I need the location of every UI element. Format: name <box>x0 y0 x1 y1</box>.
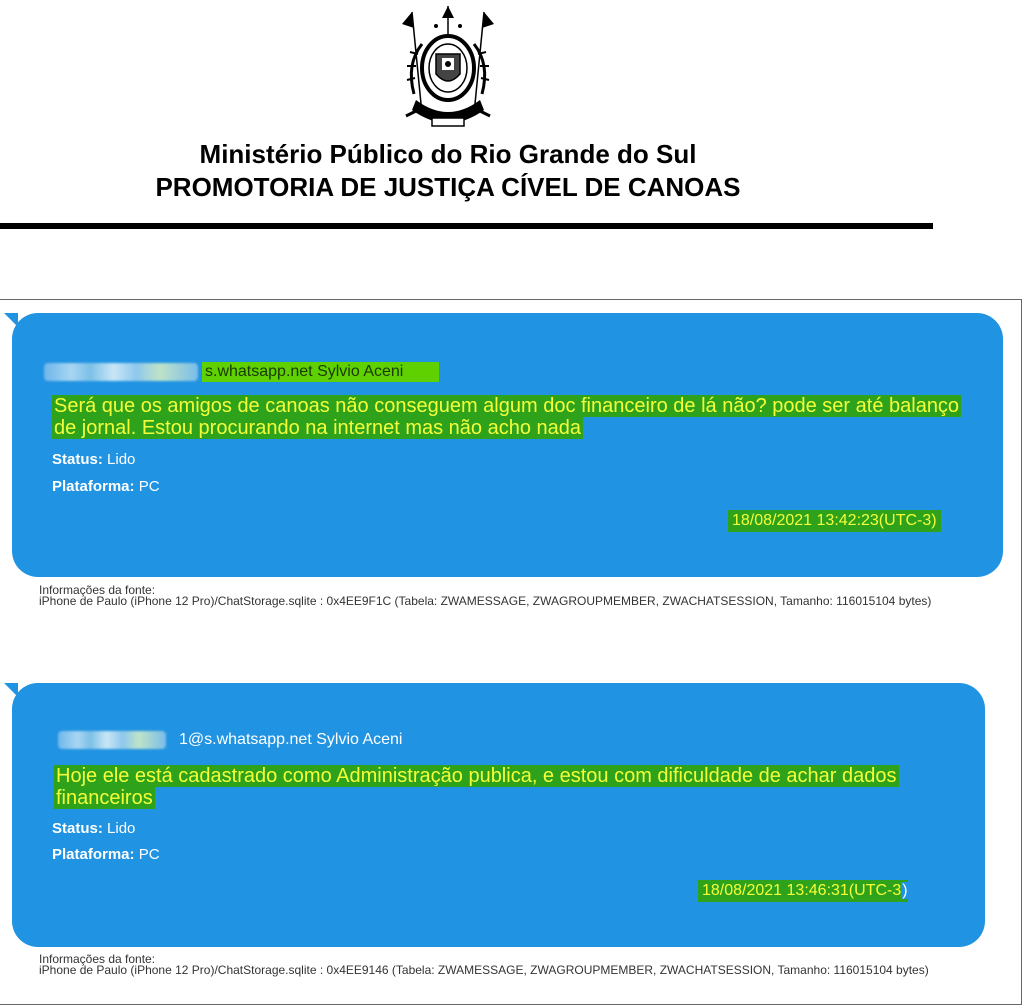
source-info <box>39 954 989 976</box>
source-heading: Informações da fonte: <box>39 583 156 597</box>
redacted-phone-number <box>58 731 166 749</box>
message-timestamp <box>698 880 908 902</box>
message-sender <box>44 361 439 383</box>
message-text-highlight: Será que os amigos de canoas não conseguem algum doc financeiro de lá não? pode ser até balanço de jornal. Estou procurando na internet mas não acho nada <box>54 395 960 439</box>
sender-name: 1@s.whatsapp.net Sylvio Aceni <box>179 731 403 748</box>
coat-of-arms-icon <box>392 4 504 138</box>
message-platform <box>52 846 160 863</box>
timestamp-closing-paren: ) <box>902 882 908 899</box>
source-detail: iPhone de Paulo (iPhone 12 Pro)/ChatStorage.sqlite : 0x4EE9F1C (Tabela: ZWAMESSAGE, ZWAGROUPMEMBER, ZWACHATSESSION, Tamanho: 116015104 bytes) <box>39 594 932 608</box>
chat-message-bubble <box>12 313 1003 577</box>
message-status <box>52 451 135 468</box>
platform-label: Plataforma: <box>52 846 135 863</box>
platform-value: PC <box>138 478 160 495</box>
status-label: Status: <box>52 820 103 837</box>
message-sender <box>58 729 408 751</box>
bubble-tail <box>4 683 18 697</box>
timestamp-text: 18/08/2021 13:46:31(UTC-3 <box>702 882 902 899</box>
platform-value: PC <box>138 846 160 863</box>
message-text <box>52 395 972 439</box>
message-text-highlight: Hoje ele está cadastrado como Administração publica, e estou com dificuldade de achar dados financeiros <box>56 765 897 809</box>
org-title-promotoria: PROMOTORIA DE JUSTIÇA CÍVEL DE CANOAS <box>155 172 741 202</box>
org-title-ministry: Ministério Público do Rio Grande do Sul <box>199 139 697 169</box>
header-divider <box>0 223 933 229</box>
status-value: Lido <box>107 820 136 837</box>
timestamp-text: 18/08/2021 13:42:23(UTC-3) <box>732 512 937 529</box>
platform-label: Plataforma: <box>52 478 135 495</box>
redacted-phone-number <box>44 363 198 381</box>
message-timestamp <box>728 510 941 532</box>
chat-message-bubble <box>12 683 985 947</box>
message-platform <box>52 478 160 495</box>
source-heading: Informações da fonte: <box>39 952 156 966</box>
source-detail: iPhone de Paulo (iPhone 12 Pro)/ChatStorage.sqlite : 0x4EE9146 (Tabela: ZWAMESSAGE, ZWAGROUPMEMBER, ZWACHATSESSION, Tamanho: 116015104 bytes) <box>39 963 929 977</box>
status-value: Lido <box>107 451 136 468</box>
sender-name: s.whatsapp.net Sylvio Aceni <box>202 362 439 382</box>
status-label: Status: <box>52 451 103 468</box>
message-text <box>54 765 954 809</box>
message-status <box>52 820 135 837</box>
bubble-tail <box>4 313 18 327</box>
source-info <box>39 585 989 607</box>
